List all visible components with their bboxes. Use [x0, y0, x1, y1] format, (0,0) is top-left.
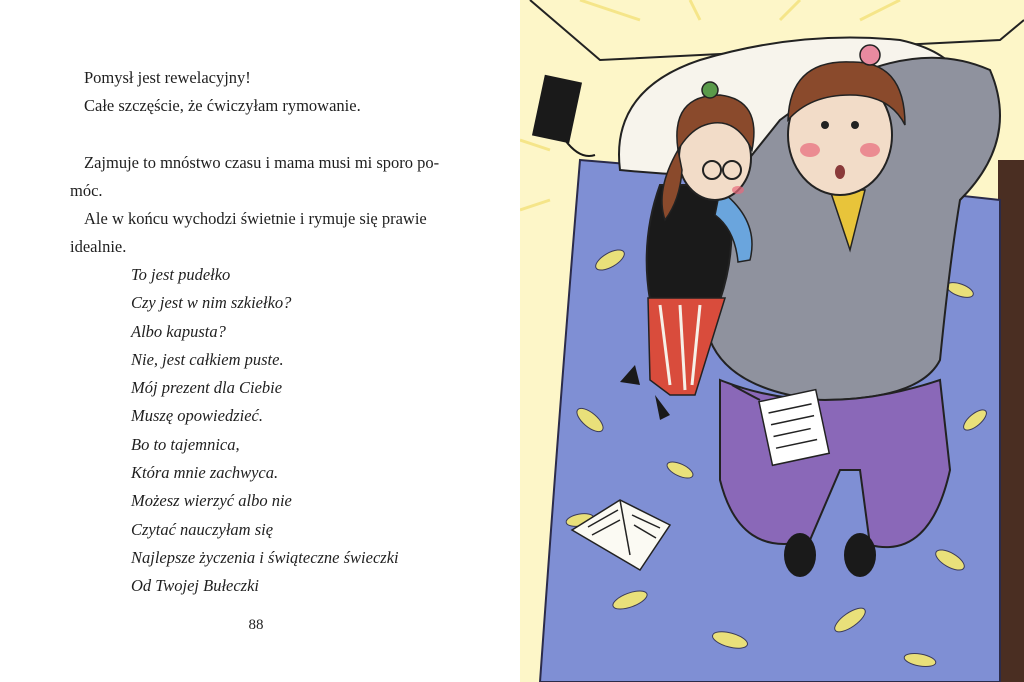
intro-paragraph	[84, 64, 361, 121]
text-line: Zajmuje to mnóstwo czasu i mama musi mi sporo po-	[84, 153, 440, 172]
text-line: idealnie.	[70, 237, 127, 257]
poem	[131, 261, 399, 601]
poem-line: To jest pudełko	[131, 265, 231, 284]
bed-frame	[998, 160, 1024, 682]
poem-line: Muszę opowiedzieć.	[131, 406, 263, 426]
text-line: móc.	[70, 181, 103, 201]
bedroom-illustration	[520, 0, 1024, 682]
paragraph-2	[70, 149, 448, 206]
text-line: Ale w końcu wychodzi świetnie i rymuje się prawie	[84, 209, 427, 228]
poem-line: Mój prezent dla Ciebie	[131, 378, 283, 398]
poem-line: Możesz wierzyć albo nie	[131, 491, 292, 511]
page-number: 88	[248, 617, 264, 633]
paragraph-3	[70, 205, 448, 262]
poem-line: Bo to tajemnica,	[131, 434, 240, 454]
poem-line: Która mnie zachwyca.	[131, 463, 279, 483]
poem-line: Nie, jest całkiem puste.	[131, 349, 284, 369]
poem-line: Albo kapusta?	[131, 321, 226, 341]
text-line: Pomysł jest rewelacyjny!	[84, 68, 251, 87]
poem-line: Najlepsze życzenia i świąteczne świeczki	[131, 547, 399, 567]
poem-line: Czytać nauczyłam się	[131, 519, 274, 539]
illustration-page	[520, 0, 1024, 682]
poem-line: Czy jest w nim szkiełko?	[131, 293, 292, 313]
text-line: Całe szczęście, że ćwiczyłam rymowanie.	[84, 96, 361, 116]
poem-line: Od Twojej Bułeczki	[131, 576, 260, 596]
